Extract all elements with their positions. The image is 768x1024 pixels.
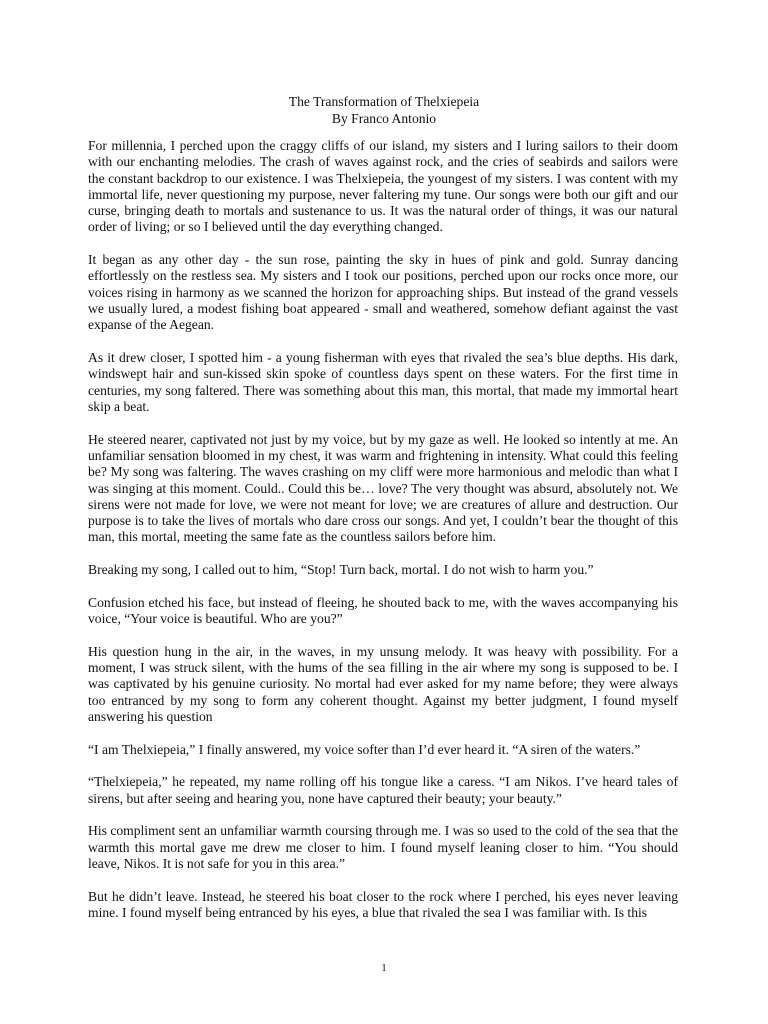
author-line: By Franco Antonio — [331, 111, 437, 126]
paragraph: Breaking my song, I called out to him, “Stop! Turn back, mortal. I do not wish to harm you.” — [88, 562, 594, 578]
document-title: The Transformation of Thelxiepeia — [288, 94, 480, 109]
paragraph: “Thelxiepeia,” he repeated, my name rolling off his tongue like a caress. “I am Nikos. I’ve heard tales of sirens, but after seeing and hearing you, none have captured their beauty; your beauty.” — [88, 774, 678, 806]
paragraph: He steered nearer, captivated not just by my voice, but by my gaze as well. He looked so intently at me. An unfamiliar sensation bloomed in my chest, it was warm and frightening in intensity. What could this feeling be? My song was faltering. The waves crashing on my cliff were more harmonious and melodic than what I was singing at this moment. Could.. Could this be… love? The very thought was absurd, absolutely not. We sirens were not made for love, we were not meant for love; we are creatures of allure and destruction. Our purpose is to take the lives of mortals who dare cross our songs. And yet, I couldn’t bear the thought of this man, this mortal, meeting the same fate as the countless sailors before him. — [88, 431, 678, 545]
paragraph: As it drew closer, I spotted him - a young fisherman with eyes that rivaled the sea’s blue depths. His dark, windswept hair and sun-kissed skin spoke of countless days spent on these waters. For the first time in centuries, my song faltered. There was something about this man, this mortal, that made my immortal heart skip a beat. — [88, 350, 678, 414]
paragraph: His question hung in the air, in the waves, in my unsung melody. It was heavy with possibility. For a moment, I was struck silent, with the hums of the sea filling in the air where my song is supposed to be. I was captivated by his genuine curiosity. No mortal had ever asked for my name before; they were always too entranced by my song to form any coherent thought. Against my better judgment, I found myself answering his question — [88, 643, 678, 724]
paragraph: But he didn’t leave. Instead, he steered his boat closer to the rock where I perched, his eyes never leaving mine. I found myself being entranced by his eyes, a blue that rivaled the sea I was familiar with. Is this — [88, 888, 678, 920]
paragraph: “I am Thelxiepeia,” I finally answered, my voice softer than I’d ever heard it. “A siren of the waters.” — [88, 741, 641, 757]
paragraph: Confusion etched his face, but instead of fleeing, he shouted back to me, with the waves accompanying his voice, “Your voice is beautiful. Who are you?” — [88, 594, 678, 627]
title-block — [0, 93, 768, 127]
story-body — [88, 138, 678, 921]
paragraph: It began as any other day - the sun rose, painting the sky in hues of pink and gold. Sunray dancing effortlessly on the restless sea. My sisters and I took our positions, perched upon our rocks once more, our voices rising in harmony as we scanned the horizon for approaching ships. But instead of the grand vessels we usually lured, a modest fishing boat appeared - small and weathered, somehow defiant against the vast expanse of the Aegean. — [88, 252, 678, 333]
paragraph: His compliment sent an unfamiliar warmth coursing through me. I was so used to the cold of the sea that the warmth this mortal gave me drew me closer to him. I found myself leaning closer to him. “You should leave, Nikos. It is not safe for you in this area.” — [88, 823, 678, 871]
paragraph: For millennia, I perched upon the craggy cliffs of our island, my sisters and I luring sailors to their doom with our enchanting melodies. The crash of waves against rock, and the cries of seabirds and sailors were the constant backdrop to our existence. I was Thelxiepeia, the youngest of my sisters. I was content with my immortal life, never questioning my purpose, never faltering my tune. Our songs were both our gift and our curse, bringing death to mortals and sustenance to us. It was the natural order of things, it was our natural order of living; or so I believed until the day everything changed. — [88, 138, 678, 235]
page-number: 1 — [381, 962, 387, 974]
